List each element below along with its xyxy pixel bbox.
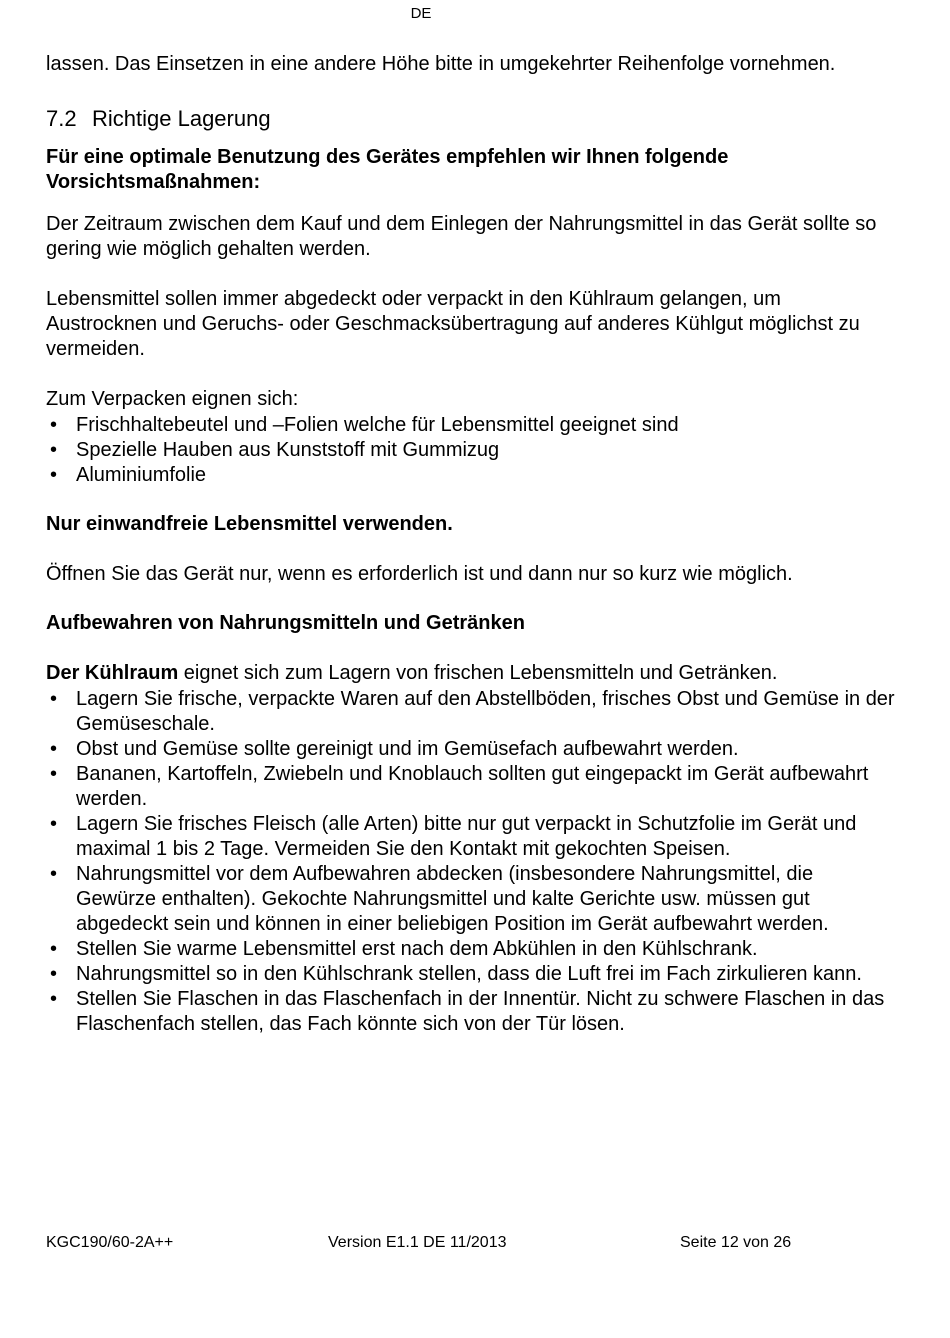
storage-intro <box>46 661 896 686</box>
list-item-text: Nahrungsmittel so in den Kühlschrank stellen, dass die Luft frei im Fach zirkulieren kann. <box>76 963 862 985</box>
storage-list <box>46 687 896 1037</box>
list-item-text: Stellen Sie Flaschen in das Flaschenfach in der Innentür. Nicht zu schwere Flaschen in das Flaschenfach stellen, das Fach könnte sich von der Tür lösen. <box>76 988 885 1035</box>
storage-intro-bold: Der Kühlraum <box>46 662 179 684</box>
storage-heading: Aufbewahren von Nahrungsmitteln und Getränken <box>46 612 525 634</box>
page-content <box>46 52 896 1037</box>
bullet-icon: • <box>50 688 58 710</box>
list-item <box>46 987 896 1037</box>
bullet-icon: • <box>50 813 58 835</box>
storage-intro-text: eignet sich zum Lagern von frischen Lebensmitteln und Getränken. <box>178 662 778 684</box>
paragraph-cover: Lebensmittel sollen immer abgedeckt oder verpackt in den Kühlraum gelangen, um Austrocknen und Geruchs- oder Geschmacksübertragung auf anderes Kühlgut möglichst zu vermeiden. <box>46 288 860 360</box>
paragraph-time: Der Zeitraum zwischen dem Kauf und dem Einlegen der Nahrungsmittel in das Gerät sollte so gering wie möglich gehalten werden. <box>46 213 877 260</box>
section-number: 7.2 <box>46 106 77 131</box>
list-item <box>46 463 896 488</box>
list-item-text: Bananen, Kartoffeln, Zwiebeln und Knoblauch sollten gut eingepackt im Gerät aufbewahrt werden. <box>76 763 869 810</box>
bullet-icon: • <box>50 439 58 461</box>
packaging-list <box>46 413 896 488</box>
paragraph-open: Öffnen Sie das Gerät nur, wenn es erforderlich ist und dann nur so kurz wie möglich. <box>46 563 793 585</box>
list-item <box>46 687 896 737</box>
bullet-icon: • <box>50 763 58 785</box>
bullet-icon: • <box>50 738 58 760</box>
bullet-icon: • <box>50 414 58 436</box>
list-item <box>46 737 896 762</box>
list-item-text: Spezielle Hauben aus Kunststoff mit Gummizug <box>76 439 500 461</box>
list-item-text: Frischhaltebeutel und –Folien welche für Lebensmittel geeignet sind <box>76 414 679 436</box>
list-item-text: Obst und Gemüse sollte gereinigt und im Gemüsefach aufbewahrt werden. <box>76 738 739 760</box>
bullet-icon: • <box>50 863 58 885</box>
intro-continuation: lassen. Das Einsetzen in eine andere Höhe bitte in umgekehrter Reihenfolge vornehmen. <box>46 53 836 75</box>
list-item-text: Lagern Sie frische, verpackte Waren auf den Abstellböden, frisches Obst und Gemüse in der Gemüseschale. <box>76 688 895 735</box>
list-item <box>46 812 896 862</box>
page-header-language: DE <box>410 5 432 22</box>
list-item <box>46 862 896 937</box>
footer-version: Version E1.1 DE 11/2013 <box>328 1234 507 1251</box>
bullet-icon: • <box>50 963 58 985</box>
warning-fresh: Nur einwandfreie Lebensmittel verwenden. <box>46 513 453 535</box>
bullet-icon: • <box>50 464 58 486</box>
list-item-text: Stellen Sie warme Lebensmittel erst nach dem Abkühlen in den Kühlschrank. <box>76 938 758 960</box>
section-heading <box>46 105 896 133</box>
list-item-text: Nahrungsmittel vor dem Aufbewahren abdecken (insbesondere Nahrungsmittel, die Gewürze enthalten). Gekochte Nahrungsmittel und kalte Gerichte usw. müssen gut abgedeckt sein und können in einer beliebigen Position im Gerät aufbewahrt werden. <box>76 863 829 935</box>
list-item <box>46 438 896 463</box>
bullet-icon: • <box>50 988 58 1010</box>
list-item <box>46 413 896 438</box>
section-title: Richtige Lagerung <box>92 106 271 131</box>
list-item <box>46 962 896 987</box>
footer-model: KGC190/60-2A++ <box>46 1234 174 1251</box>
list-item <box>46 937 896 962</box>
list-item-text: Aluminiumfolie <box>76 464 207 486</box>
bullet-icon: • <box>50 938 58 960</box>
list-item-text: Lagern Sie frisches Fleisch (alle Arten) bitte nur gut verpackt in Schutzfolie im Gerät und maximal 1 bis 2 Tage. Vermeiden Sie den Kontakt mit gekochten Speisen. <box>76 813 857 860</box>
recommendation-heading: Für eine optimale Benutzung des Gerätes empfehlen wir Ihnen folgende Vorsichtsmaßnahmen: <box>46 146 729 193</box>
packaging-intro: Zum Verpacken eignen sich: <box>46 388 299 410</box>
footer-page-number: Seite 12 von 26 <box>680 1234 792 1251</box>
list-item <box>46 762 896 812</box>
